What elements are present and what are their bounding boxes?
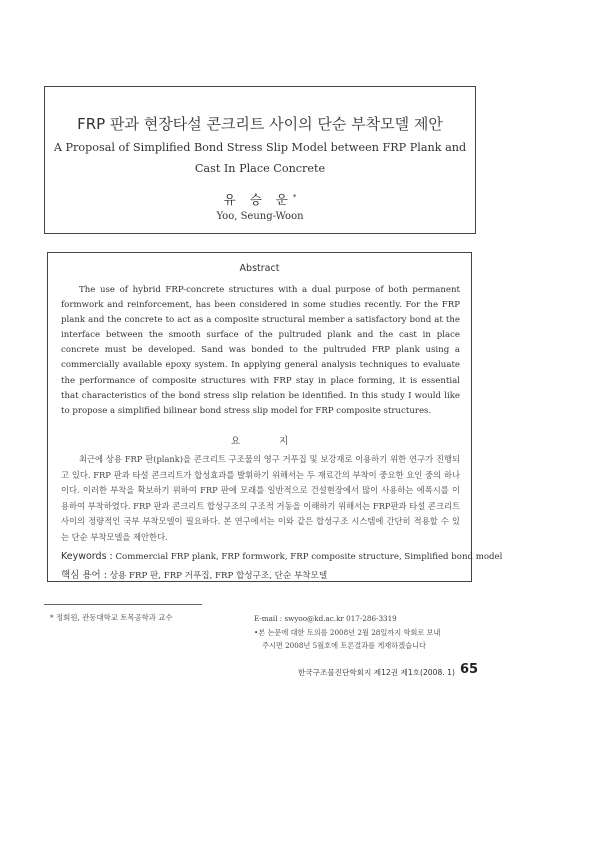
submission-note-line1: •본 논문에 대한 토의를 2008년 2월 28일까지 학회로 보내 bbox=[254, 627, 441, 637]
abstract-heading: Abstract bbox=[239, 263, 280, 274]
korean-summary-text: 최근에 상용 FRP 판(plank)을 콘크리트 구조물의 영구 거푸집 및 보강재로 이용하기 위한 연구가 진행되고 있다. FRP 판과 타설 콘크리트가 합성효과를 발휘하기 위해서는 두 재료간의 부착이 중요한 요인 중의 하나이다. 이러한 부착을 확보하기 위하여 FRP 판에 모래를 일반적으로 건설현장에서 많이 사용하는 에폭시를 이용하여 부착하였다. FRP 판과 콘크리트 합성구조의 구조적 거동을 이해하기 위해서는 FRP판과 타설 콘크리트 사이의 정량적인 국부 부착모델이 필요하다. 본 연구에서는 이와 같은 합성구조 시스템에 간단히 적용할 수 있는 단순 부착모델을 제안한다. bbox=[61, 454, 460, 542]
title-box bbox=[44, 86, 476, 234]
submission-note-line2: 주시면 2008년 5월호에 토론결과를 게재하겠습니다 bbox=[262, 641, 426, 650]
keywords-korean-label: 핵심 용어 : bbox=[61, 570, 107, 581]
abstract-text: The use of hybrid FRP-concrete structures with a dual purpose of both permanent formwork and reinforcement, has been considered in some studies recently. For the FRP plank and the concrete to act as a composite structural member a satisfactory bond at the interface between the smooth surface of the pultruded plank and the cast in place concrete must be developed. Sand was bonded to the pultruded FRP plank using a commercially available epoxy system. In applying general analysis techniques to evaluate the performance of composite structures with FRP stay in place forming, it is essential that characteristics of the bond stress slip relation be identified. In this study I would like to propose a simplified bilinear bond stress slip model for FRP composite structures. bbox=[61, 285, 460, 416]
journal-citation: 한국구조물진단학회지 제12권 제1호(2008. 1) bbox=[298, 668, 455, 677]
korean-summary-heading: 요 지 bbox=[230, 436, 307, 447]
author-footnote-marker: * bbox=[292, 193, 297, 201]
paper-title-korean: FRP 판과 현장타설 콘크리트 사이의 단순 부착모델 제안 bbox=[77, 115, 443, 133]
author-email: E-mail : swyoo@kd.ac.kr 017-286-3319 bbox=[254, 614, 397, 623]
keywords-english-values: Commercial FRP plank, FRP formwork, FRP composite structure, Simplified bond model bbox=[115, 552, 503, 562]
page-number: 65 bbox=[460, 662, 479, 677]
keywords-english bbox=[61, 551, 503, 562]
contact-footnote bbox=[254, 612, 479, 653]
keywords-english-label: Keywords : bbox=[61, 551, 113, 562]
keywords-korean bbox=[61, 567, 463, 581]
paper-title-english-line1: A Proposal of Simplified Bond Stress Slip Model between FRP Plank and bbox=[53, 141, 467, 154]
footnote-divider bbox=[44, 604, 202, 605]
paper-title-english-line2: Cast In Place Concrete bbox=[194, 162, 326, 175]
author-affiliation-footnote: * 정회원, 관동대학교 토목공학과 교수 bbox=[50, 613, 173, 622]
keywords-korean-values: 상용 FRP 판, FRP 거푸집, FRP 합성구조, 단순 부착모델 bbox=[109, 571, 328, 581]
abstract-box bbox=[47, 252, 503, 582]
author-korean-name: 유 승 운 bbox=[223, 192, 293, 207]
author-korean bbox=[45, 190, 475, 208]
author-english: Yoo, Seung-Woon bbox=[216, 211, 304, 222]
